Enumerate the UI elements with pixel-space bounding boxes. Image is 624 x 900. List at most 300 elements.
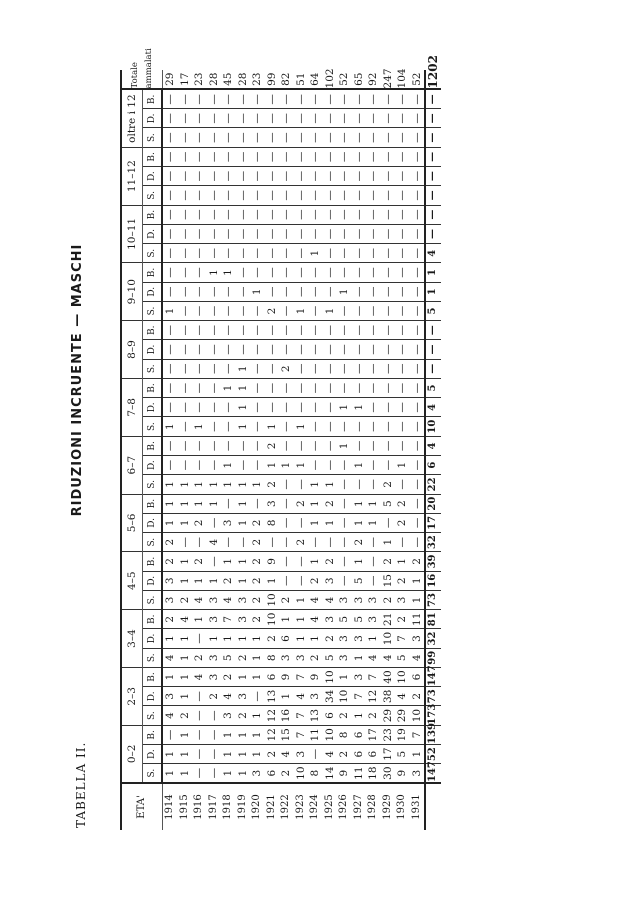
value-cell: 5 bbox=[381, 494, 396, 513]
value-cell: — bbox=[352, 205, 367, 224]
value-cell: — bbox=[178, 147, 193, 166]
value-cell: — bbox=[410, 378, 426, 397]
value-cell: 4 bbox=[192, 590, 207, 609]
value-cell: — bbox=[162, 378, 178, 397]
value-cell: — bbox=[294, 263, 309, 282]
row-total-cell: 28 bbox=[207, 70, 222, 89]
value-cell: 4 bbox=[308, 610, 323, 629]
value-cell: 6 bbox=[279, 629, 294, 648]
value-cell: 5 bbox=[352, 571, 367, 590]
value-cell: 1 bbox=[294, 610, 309, 629]
value-cell: — bbox=[279, 513, 294, 532]
value-cell: 2 bbox=[192, 552, 207, 571]
value-cell: — bbox=[294, 378, 309, 397]
column-total-cell: — bbox=[425, 89, 441, 108]
value-cell: 2 bbox=[221, 571, 236, 590]
column-total-cell: 147 bbox=[425, 764, 441, 783]
value-cell: — bbox=[381, 109, 396, 128]
value-cell: — bbox=[207, 455, 222, 474]
value-cell: — bbox=[207, 224, 222, 243]
value-cell: — bbox=[337, 359, 352, 378]
value-cell: — bbox=[265, 186, 280, 205]
value-cell: 1 bbox=[250, 475, 265, 494]
value-cell: 1 bbox=[178, 552, 193, 571]
value-cell: 4 bbox=[192, 667, 207, 686]
value-cell: 2 bbox=[410, 687, 426, 706]
value-cell: 2 bbox=[279, 359, 294, 378]
sub-header-d: D. bbox=[143, 455, 163, 474]
value-cell: — bbox=[221, 147, 236, 166]
value-cell: — bbox=[381, 224, 396, 243]
value-cell: — bbox=[236, 205, 251, 224]
sub-header-d: D. bbox=[143, 224, 163, 243]
value-cell: — bbox=[279, 321, 294, 340]
value-cell: 8 bbox=[265, 648, 280, 667]
value-cell: 13 bbox=[308, 706, 323, 725]
value-cell: — bbox=[279, 89, 294, 108]
row-total-cell: 99 bbox=[265, 70, 280, 89]
value-cell: 1 bbox=[236, 417, 251, 436]
value-cell: — bbox=[236, 244, 251, 263]
value-cell: — bbox=[192, 224, 207, 243]
value-cell: 3 bbox=[308, 687, 323, 706]
value-cell: 1 bbox=[236, 744, 251, 763]
value-cell: 1 bbox=[236, 629, 251, 648]
value-cell: — bbox=[192, 725, 207, 744]
value-cell: — bbox=[352, 417, 367, 436]
column-total-cell: 73 bbox=[425, 590, 441, 609]
value-cell: 1 bbox=[279, 687, 294, 706]
value-cell: — bbox=[366, 571, 381, 590]
value-cell: — bbox=[250, 109, 265, 128]
value-cell: 1 bbox=[178, 494, 193, 513]
value-cell: 15 bbox=[279, 725, 294, 744]
row-total-cell: 247 bbox=[381, 68, 394, 89]
value-cell: — bbox=[352, 282, 367, 301]
value-cell: 4 bbox=[279, 744, 294, 763]
table-row bbox=[279, 70, 294, 830]
value-cell: — bbox=[323, 359, 338, 378]
value-cell: — bbox=[395, 128, 410, 147]
value-cell: 9 bbox=[265, 552, 280, 571]
value-cell: — bbox=[294, 167, 309, 186]
value-cell: — bbox=[395, 282, 410, 301]
value-cell: 9 bbox=[395, 764, 410, 783]
value-cell: — bbox=[352, 340, 367, 359]
table-label: TABELLA II. bbox=[74, 741, 88, 828]
value-cell: 1 bbox=[250, 725, 265, 744]
value-cell: — bbox=[352, 167, 367, 186]
value-cell: — bbox=[250, 398, 265, 417]
value-cell: — bbox=[279, 109, 294, 128]
value-cell: — bbox=[294, 359, 309, 378]
value-cell: — bbox=[366, 282, 381, 301]
value-cell: — bbox=[250, 359, 265, 378]
sub-header-d: D. bbox=[143, 398, 163, 417]
value-cell: 2 bbox=[207, 687, 222, 706]
age-group-header: oltre i 12 bbox=[121, 89, 143, 147]
value-cell: 7 bbox=[294, 706, 309, 725]
value-cell: — bbox=[294, 244, 309, 263]
row-total-cell: 52 bbox=[337, 70, 352, 89]
value-cell: — bbox=[352, 436, 367, 455]
value-cell: — bbox=[162, 359, 178, 378]
value-cell: 7 bbox=[366, 667, 381, 686]
value-cell: — bbox=[366, 475, 381, 494]
table-row bbox=[250, 70, 265, 830]
value-cell: — bbox=[192, 533, 207, 552]
value-cell: — bbox=[337, 301, 352, 320]
value-cell: 1 bbox=[381, 533, 396, 552]
value-cell: — bbox=[352, 186, 367, 205]
value-cell: — bbox=[178, 128, 193, 147]
value-cell: 1 bbox=[236, 398, 251, 417]
value-cell: 2 bbox=[250, 533, 265, 552]
value-cell: — bbox=[236, 282, 251, 301]
value-cell: — bbox=[192, 147, 207, 166]
value-cell: — bbox=[366, 186, 381, 205]
value-cell: 1 bbox=[308, 629, 323, 648]
total-header: Totale ammalati bbox=[121, 70, 162, 89]
value-cell: — bbox=[279, 147, 294, 166]
year-cell: 1915 bbox=[178, 783, 193, 830]
value-cell: — bbox=[395, 378, 410, 397]
caption bbox=[70, 70, 110, 830]
column-total-cell: — bbox=[425, 205, 441, 224]
column-total-cell: — bbox=[425, 147, 441, 166]
value-cell: 1 bbox=[162, 494, 178, 513]
value-cell: 1 bbox=[192, 475, 207, 494]
value-cell: 4 bbox=[207, 533, 222, 552]
sub-header-s: S. bbox=[143, 186, 163, 205]
value-cell: — bbox=[410, 282, 426, 301]
value-cell: — bbox=[279, 378, 294, 397]
value-cell: — bbox=[308, 533, 323, 552]
value-cell: — bbox=[192, 167, 207, 186]
value-cell: 2 bbox=[410, 552, 426, 571]
year-cell: 1928 bbox=[366, 783, 381, 830]
value-cell: — bbox=[192, 687, 207, 706]
value-cell: — bbox=[192, 186, 207, 205]
value-cell: — bbox=[381, 513, 396, 532]
age-group-header: 9–10 bbox=[121, 263, 143, 321]
value-cell: — bbox=[294, 340, 309, 359]
column-total-cell: 4 bbox=[425, 398, 441, 417]
value-cell: — bbox=[323, 128, 338, 147]
value-cell: — bbox=[250, 128, 265, 147]
column-total-cell: 173 bbox=[425, 706, 441, 725]
value-cell: — bbox=[381, 398, 396, 417]
sub-header-s: S. bbox=[143, 475, 163, 494]
value-cell: — bbox=[410, 263, 426, 282]
value-cell: 1 bbox=[178, 629, 193, 648]
sub-header-d: D. bbox=[143, 282, 163, 301]
age-group-header: 2–3 bbox=[121, 667, 143, 725]
value-cell: — bbox=[337, 417, 352, 436]
value-cell: 7 bbox=[352, 687, 367, 706]
value-cell: 2 bbox=[294, 494, 309, 513]
age-header: ETA' bbox=[121, 783, 162, 830]
year-cell: 1918 bbox=[221, 783, 236, 830]
value-cell: — bbox=[337, 475, 352, 494]
value-cell: — bbox=[308, 321, 323, 340]
row-total-cell: 102 bbox=[323, 68, 336, 89]
value-cell: 5 bbox=[395, 648, 410, 667]
age-group-header: 4–5 bbox=[121, 552, 143, 610]
value-cell: 1 bbox=[236, 571, 251, 590]
value-cell: 1 bbox=[395, 455, 410, 474]
value-cell: 1 bbox=[308, 244, 323, 263]
value-cell: 2 bbox=[381, 552, 396, 571]
sub-header-s: S. bbox=[143, 417, 163, 436]
column-total-cell: — bbox=[425, 167, 441, 186]
value-cell: — bbox=[352, 89, 367, 108]
column-total-cell: — bbox=[425, 186, 441, 205]
value-cell: — bbox=[308, 744, 323, 763]
value-cell: — bbox=[178, 359, 193, 378]
value-cell: 1 bbox=[294, 301, 309, 320]
value-cell: 1 bbox=[308, 475, 323, 494]
value-cell: — bbox=[366, 455, 381, 474]
value-cell: — bbox=[178, 417, 193, 436]
value-cell: 4 bbox=[308, 590, 323, 609]
value-cell: — bbox=[308, 109, 323, 128]
value-cell: — bbox=[192, 321, 207, 340]
value-cell: — bbox=[162, 109, 178, 128]
value-cell: — bbox=[279, 475, 294, 494]
value-cell: 2 bbox=[323, 494, 338, 513]
value-cell: 1 bbox=[265, 455, 280, 474]
value-cell: — bbox=[323, 109, 338, 128]
table-row bbox=[395, 70, 410, 830]
row-total-cell: 29 bbox=[162, 70, 178, 89]
value-cell: — bbox=[410, 109, 426, 128]
value-cell: 10 bbox=[410, 706, 426, 725]
age-group-header: 0–2 bbox=[121, 725, 143, 783]
value-cell: 1 bbox=[250, 744, 265, 763]
value-cell: 1 bbox=[236, 667, 251, 686]
year-cell: 1914 bbox=[162, 783, 178, 830]
value-cell: 6 bbox=[265, 667, 280, 686]
column-total-cell: 147 bbox=[425, 667, 441, 686]
value-cell: 1 bbox=[265, 571, 280, 590]
value-cell: 9 bbox=[337, 764, 352, 783]
value-cell: 2 bbox=[279, 590, 294, 609]
value-cell: 2 bbox=[236, 706, 251, 725]
value-cell: 4 bbox=[294, 687, 309, 706]
value-cell: — bbox=[337, 167, 352, 186]
value-cell: — bbox=[323, 417, 338, 436]
value-cell: — bbox=[178, 282, 193, 301]
year-cell: 1930 bbox=[395, 783, 410, 830]
value-cell: — bbox=[410, 147, 426, 166]
value-cell: — bbox=[236, 89, 251, 108]
sub-header-b: B. bbox=[143, 89, 163, 108]
value-cell: — bbox=[279, 436, 294, 455]
value-cell: — bbox=[352, 263, 367, 282]
value-cell: — bbox=[162, 147, 178, 166]
value-cell: — bbox=[192, 378, 207, 397]
value-cell: — bbox=[221, 533, 236, 552]
sub-header-d: D. bbox=[143, 744, 163, 763]
value-cell: — bbox=[294, 224, 309, 243]
value-cell: 1 bbox=[323, 301, 338, 320]
value-cell: — bbox=[162, 128, 178, 147]
value-cell: — bbox=[381, 359, 396, 378]
value-cell: — bbox=[337, 321, 352, 340]
value-cell: — bbox=[410, 455, 426, 474]
value-cell: 1 bbox=[337, 436, 352, 455]
column-total-cell: — bbox=[425, 321, 441, 340]
value-cell: — bbox=[323, 263, 338, 282]
value-cell: — bbox=[178, 244, 193, 263]
value-cell: 3 bbox=[323, 610, 338, 629]
sub-header-s: S. bbox=[143, 244, 163, 263]
value-cell: 1 bbox=[352, 552, 367, 571]
value-cell: — bbox=[366, 167, 381, 186]
value-cell: 3 bbox=[162, 571, 178, 590]
value-cell: — bbox=[308, 186, 323, 205]
row-total-cell: 64 bbox=[308, 70, 323, 89]
column-total-cell: — bbox=[425, 359, 441, 378]
value-cell: 3 bbox=[294, 744, 309, 763]
value-cell: — bbox=[308, 205, 323, 224]
value-cell: 2 bbox=[381, 590, 396, 609]
value-cell: — bbox=[410, 186, 426, 205]
value-cell: — bbox=[207, 513, 222, 532]
value-cell: — bbox=[323, 321, 338, 340]
value-cell: 2 bbox=[308, 648, 323, 667]
column-total-cell: 1 bbox=[425, 282, 441, 301]
value-cell: — bbox=[178, 340, 193, 359]
value-cell: — bbox=[410, 205, 426, 224]
value-cell: 2 bbox=[162, 610, 178, 629]
value-cell: 12 bbox=[265, 725, 280, 744]
value-cell: — bbox=[308, 359, 323, 378]
value-cell: — bbox=[162, 89, 178, 108]
value-cell: 2 bbox=[265, 436, 280, 455]
value-cell: — bbox=[221, 224, 236, 243]
value-cell: 10 bbox=[395, 667, 410, 686]
value-cell: — bbox=[192, 301, 207, 320]
value-cell: — bbox=[323, 455, 338, 474]
value-cell: — bbox=[308, 301, 323, 320]
value-cell: — bbox=[308, 224, 323, 243]
value-cell: 1 bbox=[323, 475, 338, 494]
value-cell: 1 bbox=[162, 744, 178, 763]
value-cell: — bbox=[395, 167, 410, 186]
value-cell: 2 bbox=[337, 744, 352, 763]
value-cell: — bbox=[265, 340, 280, 359]
value-cell: — bbox=[308, 417, 323, 436]
value-cell: — bbox=[381, 321, 396, 340]
age-group-header: 10–11 bbox=[121, 205, 143, 263]
column-total-cell: 16 bbox=[425, 571, 441, 590]
value-cell: 3 bbox=[337, 590, 352, 609]
value-cell: 11 bbox=[308, 725, 323, 744]
value-cell: — bbox=[381, 436, 396, 455]
value-cell: — bbox=[207, 128, 222, 147]
value-cell: — bbox=[192, 89, 207, 108]
value-cell: — bbox=[221, 436, 236, 455]
value-cell: 1 bbox=[236, 494, 251, 513]
value-cell: 1 bbox=[162, 513, 178, 532]
sub-header-d: D. bbox=[143, 167, 163, 186]
value-cell: 3 bbox=[162, 687, 178, 706]
value-cell: — bbox=[250, 244, 265, 263]
value-cell: 1 bbox=[250, 629, 265, 648]
value-cell: — bbox=[410, 89, 426, 108]
value-cell: — bbox=[221, 321, 236, 340]
value-cell: — bbox=[395, 301, 410, 320]
value-cell: — bbox=[162, 244, 178, 263]
value-cell: 3 bbox=[337, 629, 352, 648]
sub-header-b: B. bbox=[143, 205, 163, 224]
value-cell: 4 bbox=[221, 687, 236, 706]
value-cell: 10 bbox=[265, 610, 280, 629]
value-cell: — bbox=[410, 359, 426, 378]
value-cell: 12 bbox=[366, 687, 381, 706]
value-cell: — bbox=[366, 321, 381, 340]
row-total-cell: 23 bbox=[250, 70, 265, 89]
value-cell: 2 bbox=[250, 552, 265, 571]
value-cell: 10 bbox=[294, 764, 309, 783]
value-cell: — bbox=[410, 244, 426, 263]
value-cell: 2 bbox=[178, 590, 193, 609]
value-cell: — bbox=[294, 552, 309, 571]
value-cell: — bbox=[366, 205, 381, 224]
value-cell: 1 bbox=[221, 629, 236, 648]
column-total-cell: — bbox=[425, 340, 441, 359]
value-cell: — bbox=[207, 552, 222, 571]
value-cell: 1 bbox=[294, 417, 309, 436]
year-cell: 1927 bbox=[352, 783, 367, 830]
sub-header-d: D. bbox=[143, 629, 163, 648]
value-cell: — bbox=[178, 224, 193, 243]
table-title: RIDUZIONI INCRUENTE — MASCHI bbox=[70, 243, 85, 517]
value-cell: 14 bbox=[323, 764, 338, 783]
value-cell: — bbox=[294, 109, 309, 128]
year-cell: 1920 bbox=[250, 783, 265, 830]
column-total-cell: 17 bbox=[425, 513, 441, 532]
value-cell: — bbox=[265, 205, 280, 224]
value-cell: 8 bbox=[265, 513, 280, 532]
value-cell: — bbox=[410, 128, 426, 147]
value-cell: 1 bbox=[352, 398, 367, 417]
value-cell: 6 bbox=[265, 764, 280, 783]
sub-header-s: S. bbox=[143, 533, 163, 552]
year-cell: 1917 bbox=[207, 783, 222, 830]
value-cell: 34 bbox=[323, 687, 338, 706]
value-cell: — bbox=[192, 263, 207, 282]
value-cell: — bbox=[395, 321, 410, 340]
value-cell: 2 bbox=[221, 667, 236, 686]
value-cell: 1 bbox=[192, 610, 207, 629]
value-cell: — bbox=[410, 398, 426, 417]
value-cell: — bbox=[279, 224, 294, 243]
value-cell: 1 bbox=[279, 610, 294, 629]
value-cell: — bbox=[162, 205, 178, 224]
value-cell: 1 bbox=[236, 725, 251, 744]
value-cell: 1 bbox=[250, 706, 265, 725]
value-cell: — bbox=[192, 744, 207, 763]
value-cell: — bbox=[250, 205, 265, 224]
value-cell: 1 bbox=[207, 475, 222, 494]
data-table bbox=[120, 48, 441, 830]
value-cell: 1 bbox=[236, 552, 251, 571]
column-total-cell: 22 bbox=[425, 475, 441, 494]
value-cell: 3 bbox=[236, 687, 251, 706]
